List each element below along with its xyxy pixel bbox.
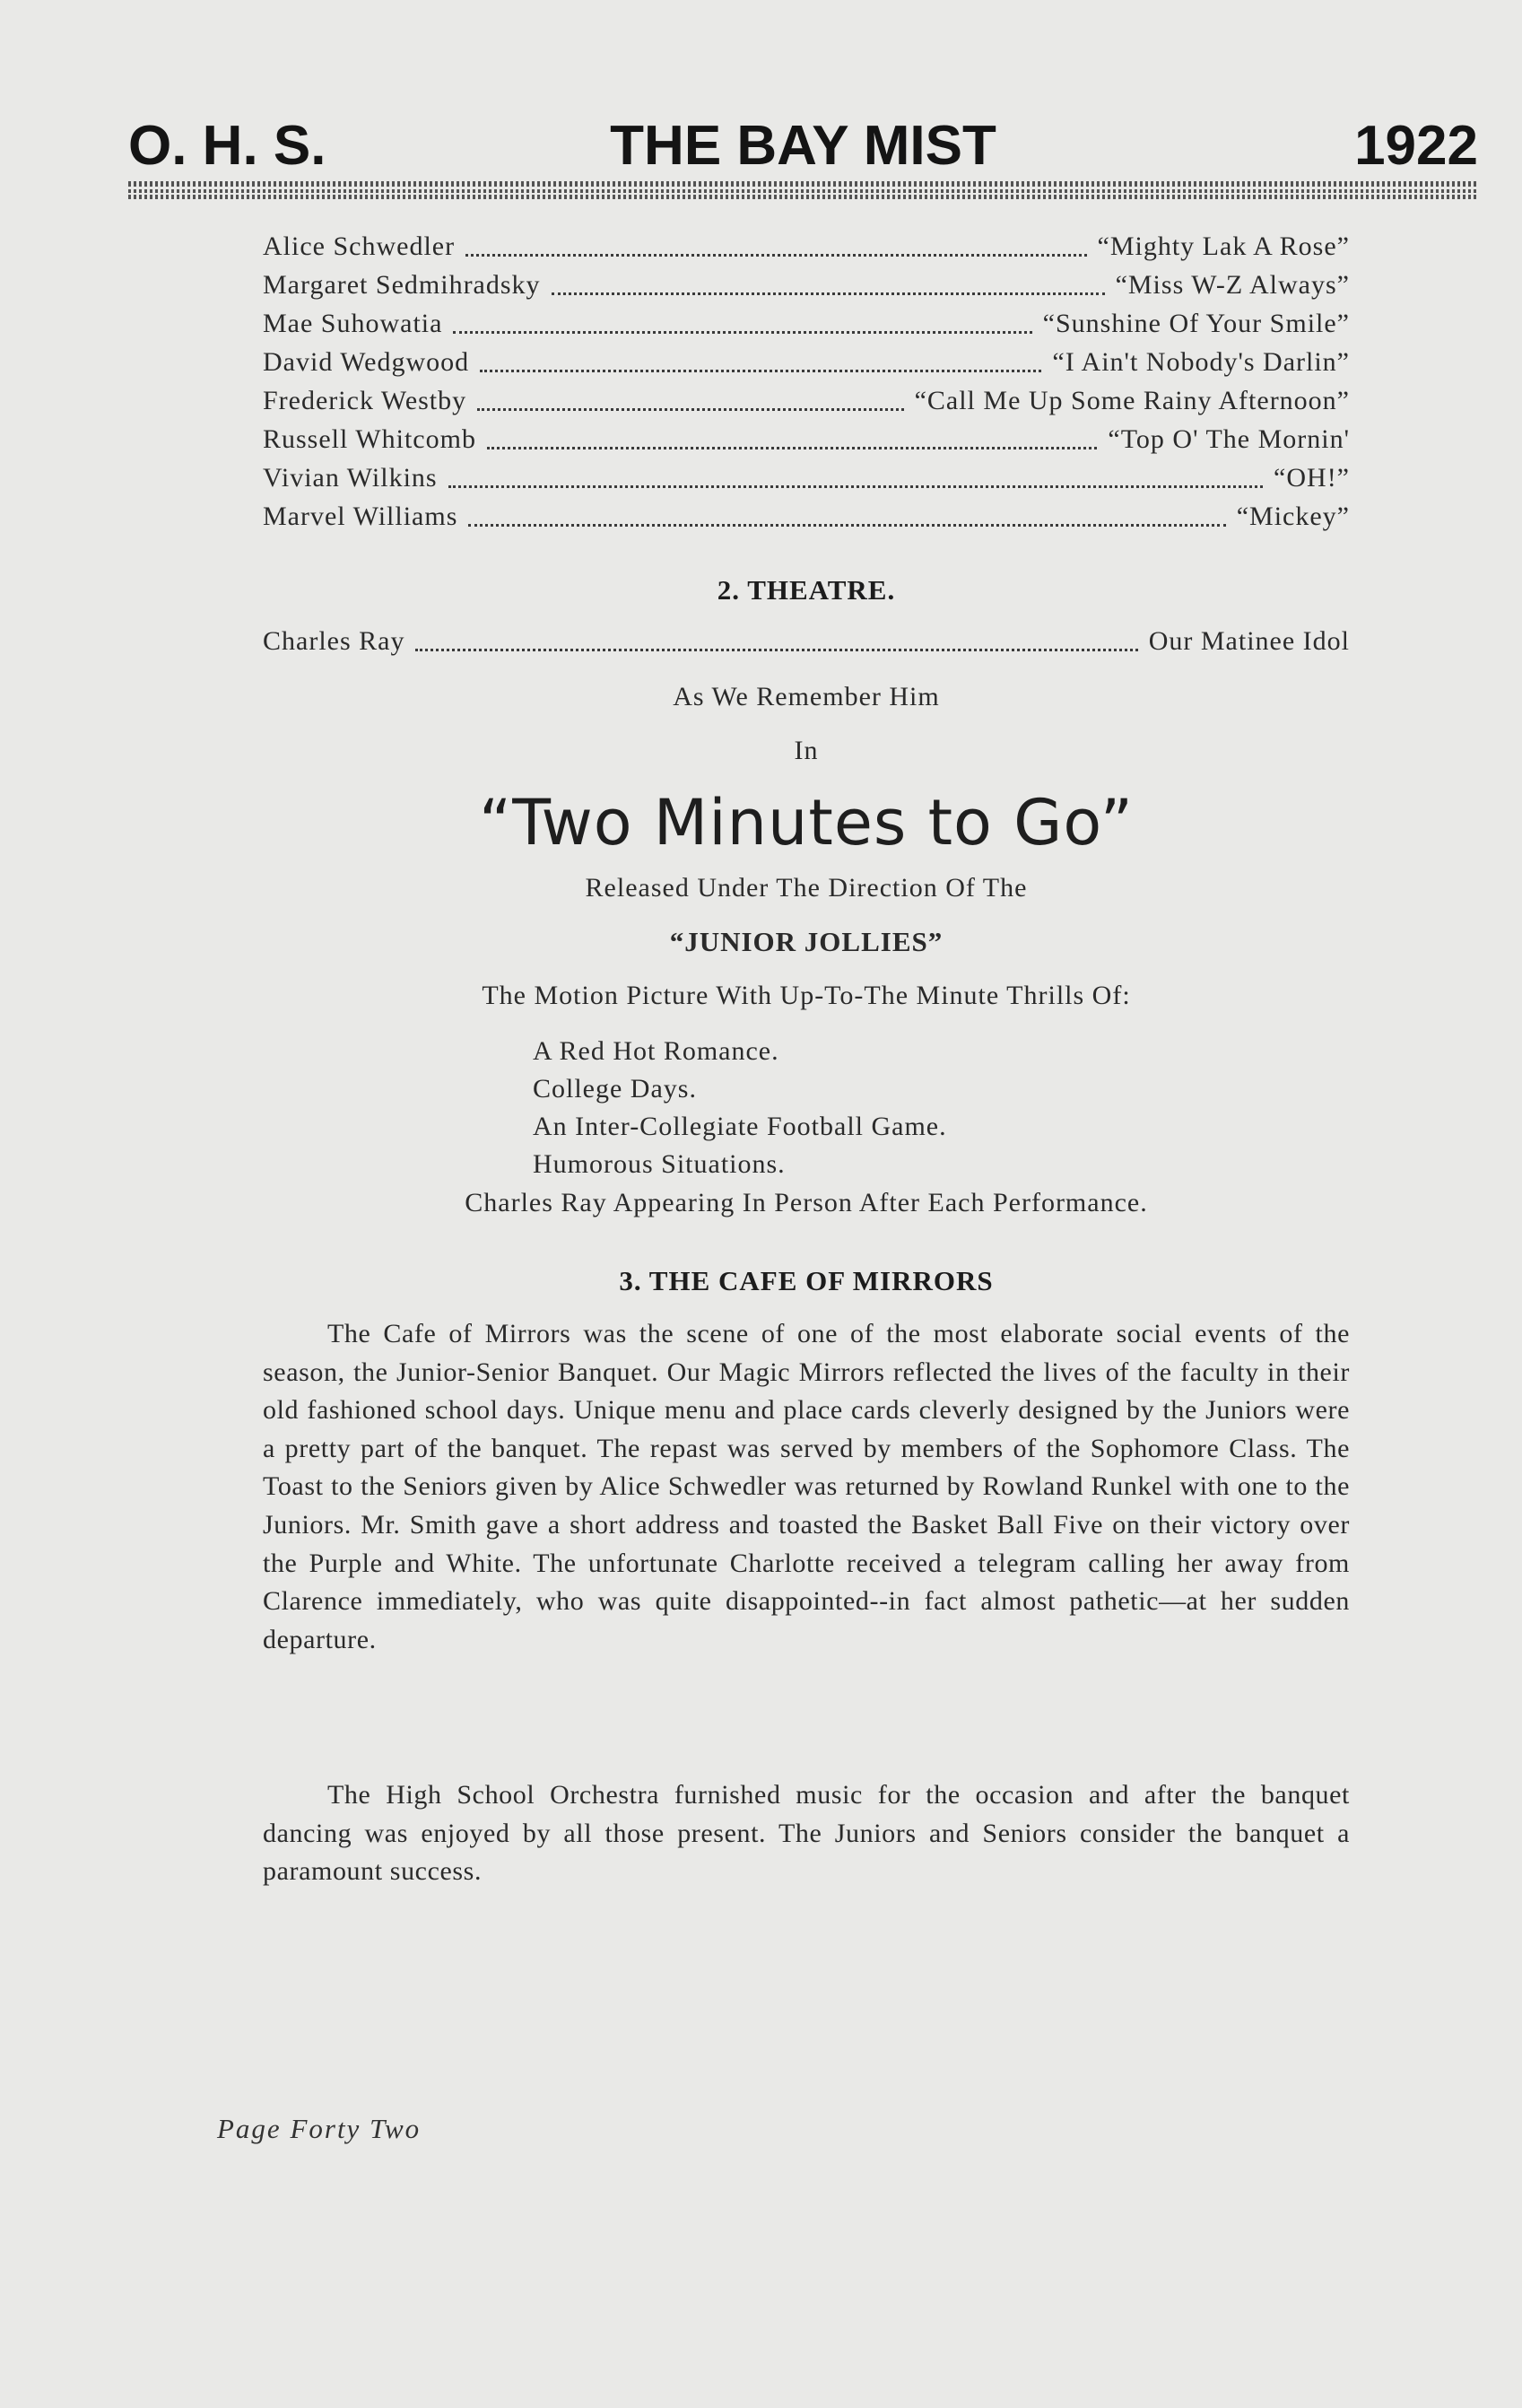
song-title: “Mighty Lak A Rose” <box>1097 231 1350 261</box>
list-item: An Inter-Collegiate Football Game. <box>533 1112 947 1141</box>
list-item <box>263 463 1350 502</box>
song-title: “Sunshine Of Your Smile” <box>1042 309 1350 338</box>
publication-title: THE BAY MIST <box>610 115 996 177</box>
year: 1922 <box>1354 115 1478 177</box>
dot-leader <box>477 408 903 411</box>
dot-leader <box>465 254 1086 257</box>
list-item <box>263 309 1350 347</box>
person-name: Alice Schwedler <box>263 231 456 261</box>
person-name: Frederick Westby <box>263 386 467 415</box>
thrills-list <box>533 1036 1161 1187</box>
list-item <box>263 231 1350 270</box>
list-item: College Days. <box>533 1074 697 1104</box>
person-name: Vivian Wilkins <box>263 463 438 493</box>
theatre-heading: 2. THEATRE. <box>717 574 896 606</box>
list-item <box>263 626 1350 665</box>
list-item: A Red Hot Romance. <box>533 1036 779 1066</box>
song-title: “Call Me Up Some Rainy Afternoon” <box>914 386 1350 415</box>
person-name: David Wedgwood <box>263 347 470 377</box>
actor-line <box>263 626 1350 665</box>
song-title: “Miss W-Z Always” <box>1115 270 1350 300</box>
song-title: “I Ain't Nobody's Darlin” <box>1052 347 1350 377</box>
list-item <box>263 347 1350 386</box>
thrills-intro: The Motion Picture With Up-To-The Minute Thrills Of: <box>482 981 1131 1010</box>
actor-name: Charles Ray <box>263 626 405 656</box>
actor-title: Our Matinee Idol <box>1148 626 1350 656</box>
page-number: Page Forty Two <box>217 2113 422 2144</box>
cafe-paragraph-1: The Cafe of Mirrors was the scene of one of the most elaborate social events of the season, the Junior-Senior Banquet. Our Magic Mirrors reflected the lives of the faculty in their old fashioned school days. Unique menu and place cards cleverly designed by the Juniors were a pretty part of the banquet. The repast was served by members of the Sophomore Class. The Toast to the Seniors given by Alice Schwedler was returned by Rowland Runkel with one to the Juniors. Mr. Smith gave a short address and toasted the Basket Ball Five on their victory over the Purple and White. The unfortunate Charlotte received a telegram calling her away from Clarence immediately, who was quite disappointed--in fact almost pathetic—at her sudden departure. <box>263 1319 1350 1654</box>
page-header <box>128 115 1478 178</box>
remember-line: As We Remember Him <box>673 682 940 711</box>
person-name: Mae Suhowatia <box>263 309 443 338</box>
dot-leader <box>480 370 1041 372</box>
released-line: Released Under The Direction Of The <box>585 873 1028 903</box>
dot-leader <box>448 485 1263 488</box>
list-item: Humorous Situations. <box>533 1149 786 1179</box>
dot-leader <box>552 292 1105 295</box>
junior-jollies: “JUNIOR JOLLIES” <box>669 926 944 957</box>
dot-leader <box>415 649 1137 651</box>
list-item <box>263 502 1350 540</box>
cafe-heading: 3. THE CAFE OF MIRRORS <box>619 1265 994 1296</box>
dot-leader <box>487 447 1097 449</box>
in-line: In <box>794 736 819 765</box>
song-list <box>263 231 1350 540</box>
dot-leader <box>453 331 1031 334</box>
list-item <box>263 386 1350 424</box>
list-item <box>263 424 1350 463</box>
person-name: Margaret Sedmihradsky <box>263 270 541 300</box>
header-divider <box>128 181 1478 199</box>
dot-leader <box>468 524 1225 527</box>
song-title: “Top O' The Mornin' <box>1108 424 1350 454</box>
list-item <box>263 270 1350 309</box>
school-initials: O. H. S. <box>128 115 326 177</box>
song-title: “Mickey” <box>1236 502 1350 531</box>
person-name: Marvel Williams <box>263 502 458 531</box>
closing-line: Charles Ray Appearing In Person After Each Performance. <box>465 1188 1148 1217</box>
movie-title: “Two Minutes to Go” <box>479 786 1134 859</box>
song-title: “OH!” <box>1274 463 1350 493</box>
cafe-paragraph-2: The High School Orchestra furnished music for the occasion and after the banquet dancing was enjoyed by all those present. The Juniors and Seniors consider the banquet a paramount success. <box>263 1780 1350 1887</box>
person-name: Russell Whitcomb <box>263 424 476 454</box>
